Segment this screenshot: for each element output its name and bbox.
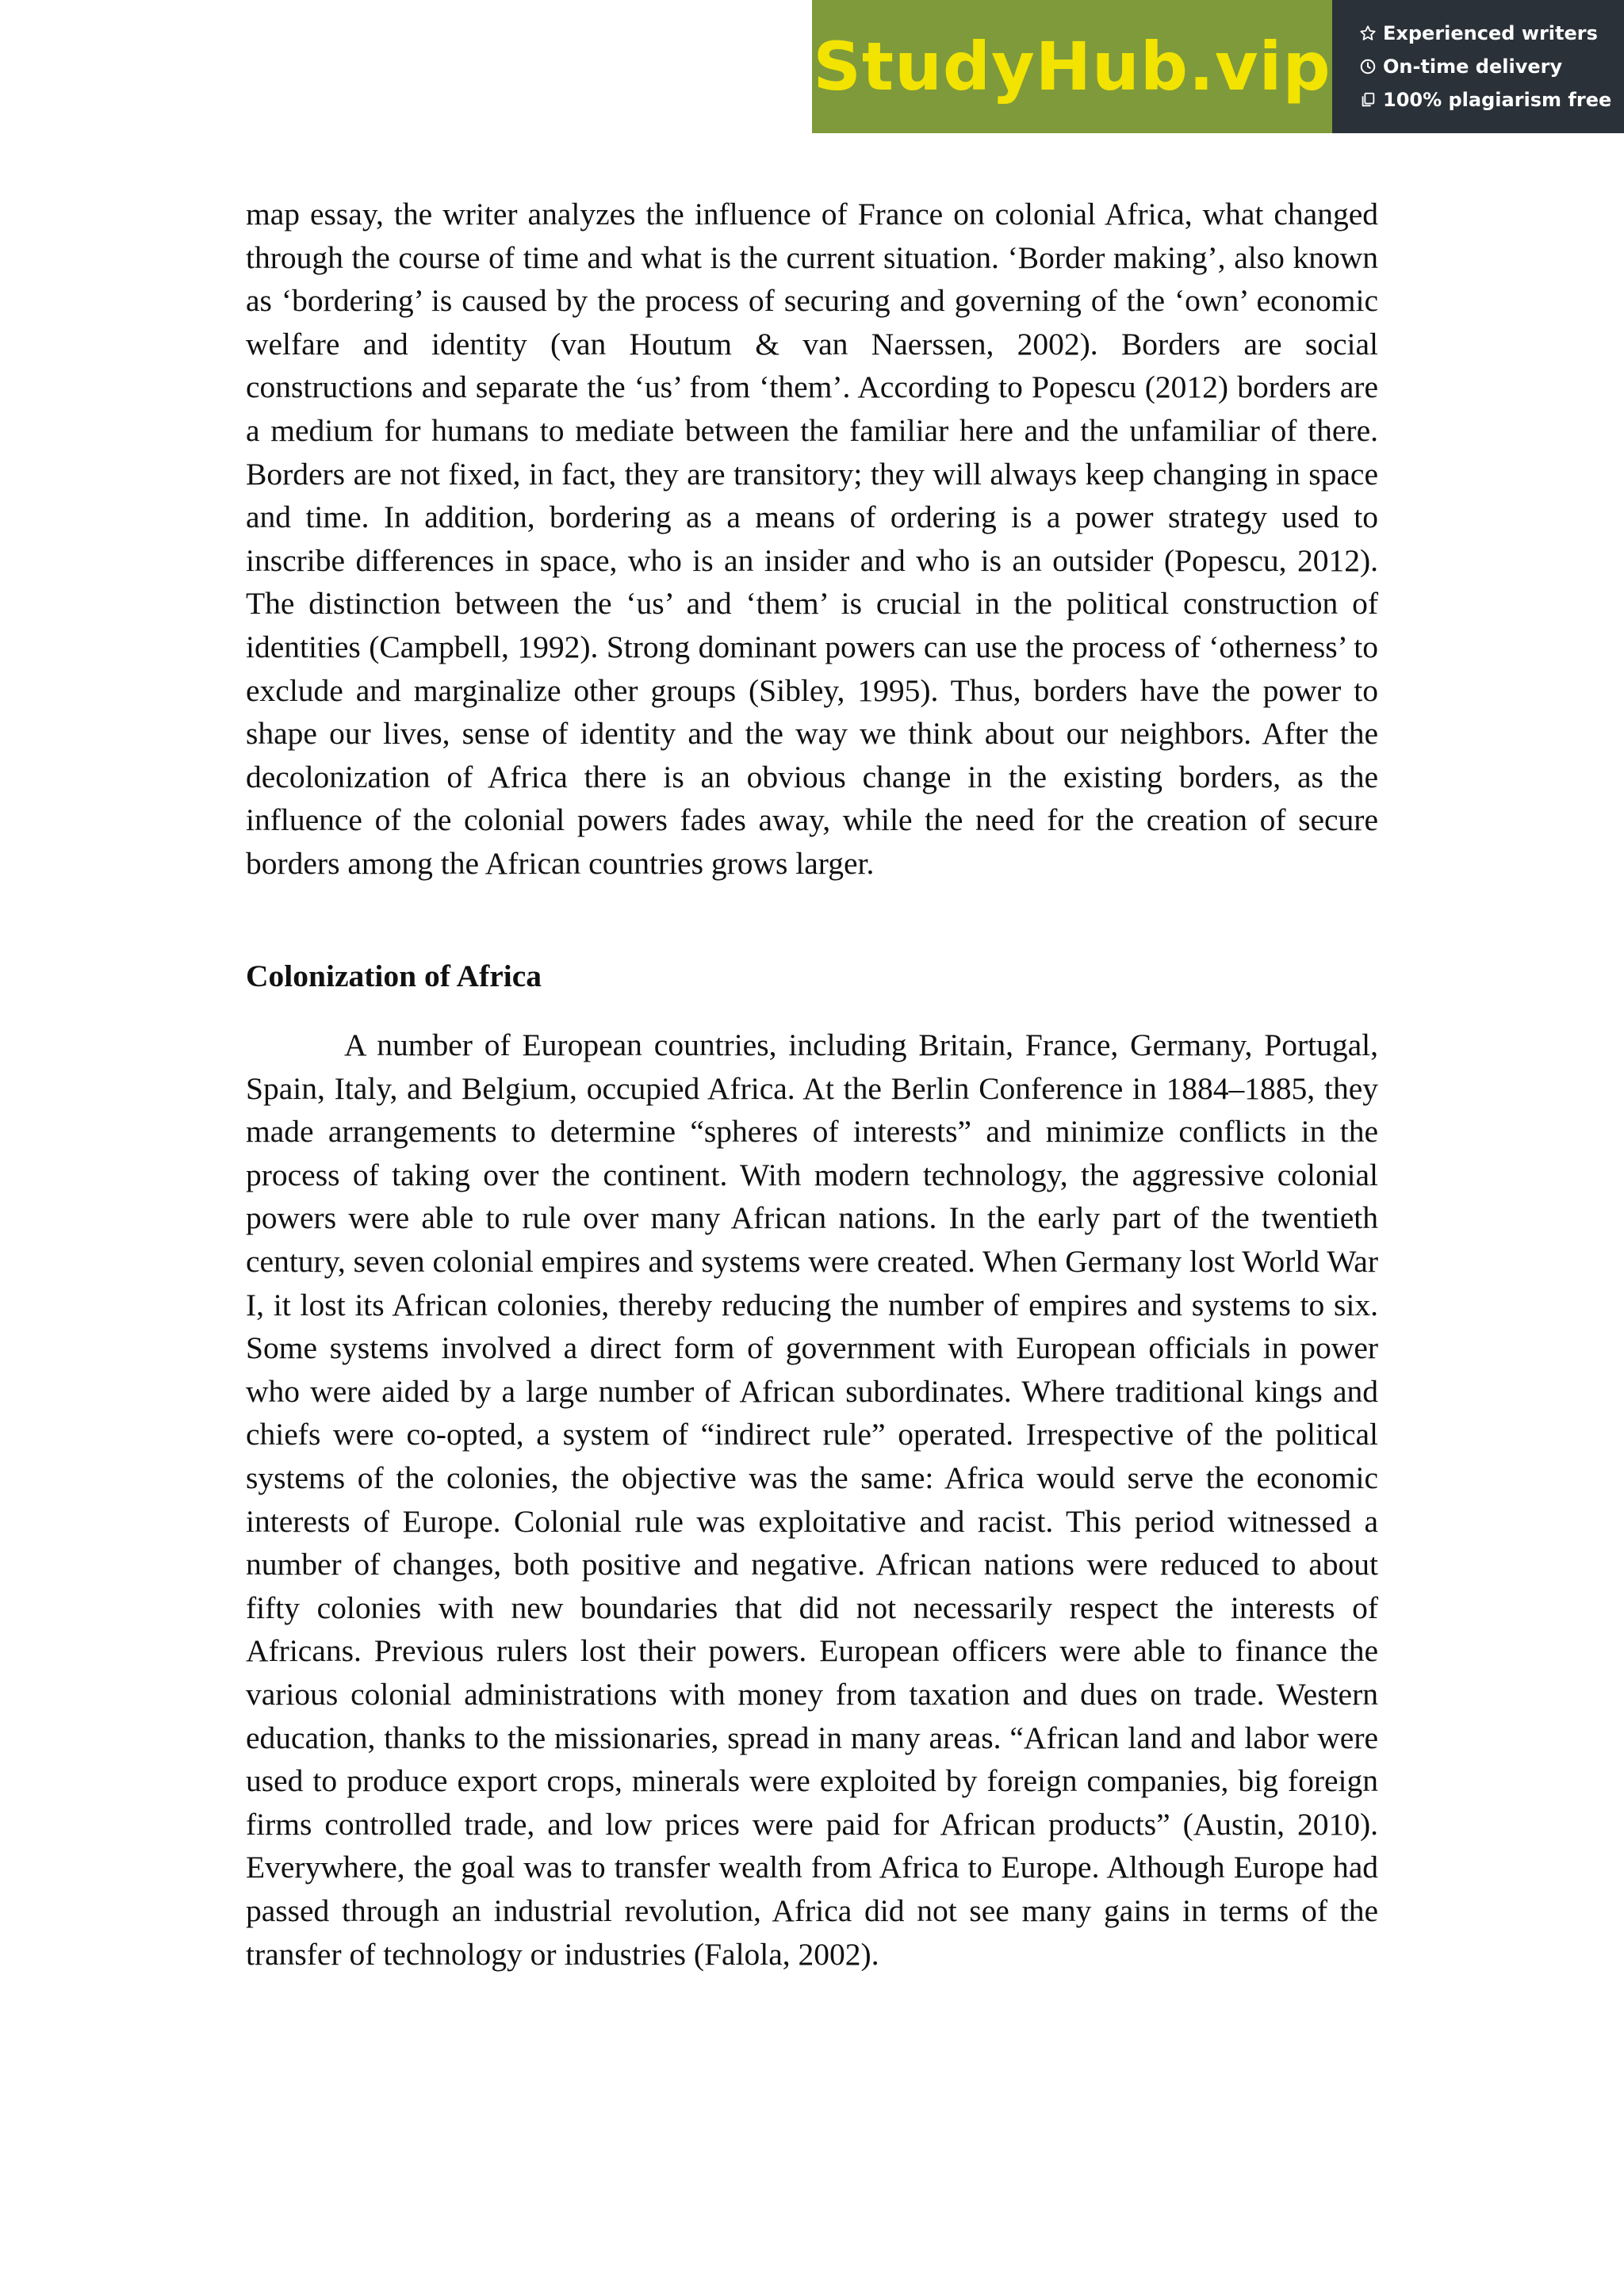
studyhub-logo[interactable]: StudyHub.vip [813,28,1331,105]
feature-plagiarism-free [1359,83,1624,117]
feature-label: On-time delivery [1383,55,1563,78]
section-paragraph: A number of European countries, including Britain, France, Germany, Portugal, Spain, Italy, and Belgium, occupied Africa. At the Berlin Conference in 1884–1885, they made arrangements to determine “spheres of interests” and minimize conflicts in the process of taking over the continent. With modern technology, the aggressive colonial powers were able to rule over many African nations. In the early part of the twentieth century, seven colonial empires and systems were created. When Germany lost World War I, it lost its African colonies, thereby reducing the number of empires and systems to six. Some systems involved a direct form of government with European officials in power who were aided by a large number of African subordinates. Where traditional kings and chiefs were co-opted, a system of “indirect rule” operated. Irrespective of the political systems of the colonies, the objective was the same: Africa would serve the economic interests of Europe. Colonial rule was exploitative and racist. This period witnessed a number of changes, both positive and negative. African nations were reduced to about fifty colonies with new boundaries that did not necessarily respect the interests of Africans. Previous rulers lost their powers. European officers were able to finance the various colonial administrations with money from taxation and dues on trade. Western education, thanks to the missionaries, spread in many areas. “African land and labor were used to produce export crops, minerals were exploited by foreign companies, big foreign firms controlled trade, and low prices were paid for African products” (Austin, 2010). Everywhere, the goal was to transfer wealth from Africa to Europe. Although Europe had passed through an industrial revolution, Africa did not see many gains in terms of the transfer of technology or industries (Falola, 2002). [246,1027,1378,1972]
feature-label: 100% plagiarism free [1383,89,1612,111]
intro-paragraph: map essay, the writer analyzes the influence of France on colonial Africa, what changed through the course of time and what is the current situation. ‘Border making’, also known as ‘bordering’ is caused by the process of securing and governing of the ‘own’ economic welfare and identity (van Houtum & van Naerssen, 2002). Borders are social constructions and separate the ‘us’ from ‘them’. According to Popescu (2012) borders are a medium for humans to mediate between the familiar here and the unfamiliar of there. Borders are not fixed, in fact, they are transitory; they will always keep changing in space and time. In addition, bordering as a means of ordering is a power strategy used to inscribe differences in space, who is an insider and who is an outsider (Popescu, 2012). The distinction between the ‘us’ and ‘them’ is crucial in the political construction of identities (Campbell, 1992). Strong dominant powers can use the process of ‘otherness’ to exclude and marginalize other groups (Sibley, 1995). Thus, borders have the power to shape our lives, sense of identity and the way we think about our neighbors. After the decolonization of Africa there is an obvious change in the existing borders, as the influence of the colonial powers fades away, while the need for the creation of secure borders among the African countries grows larger. [246,197,1378,881]
copy-icon [1359,91,1377,109]
feature-experienced-writers [1359,17,1624,50]
brand-panel[interactable] [812,0,1332,133]
studyhub-banner[interactable] [812,0,1624,133]
section-heading: Colonization of Africa [246,958,542,993]
star-icon [1359,25,1377,42]
document-body [246,193,1378,1976]
feature-list [1332,0,1624,133]
feature-label: Experienced writers [1383,22,1598,44]
feature-on-time-delivery [1359,50,1624,83]
clock-icon [1359,58,1377,75]
